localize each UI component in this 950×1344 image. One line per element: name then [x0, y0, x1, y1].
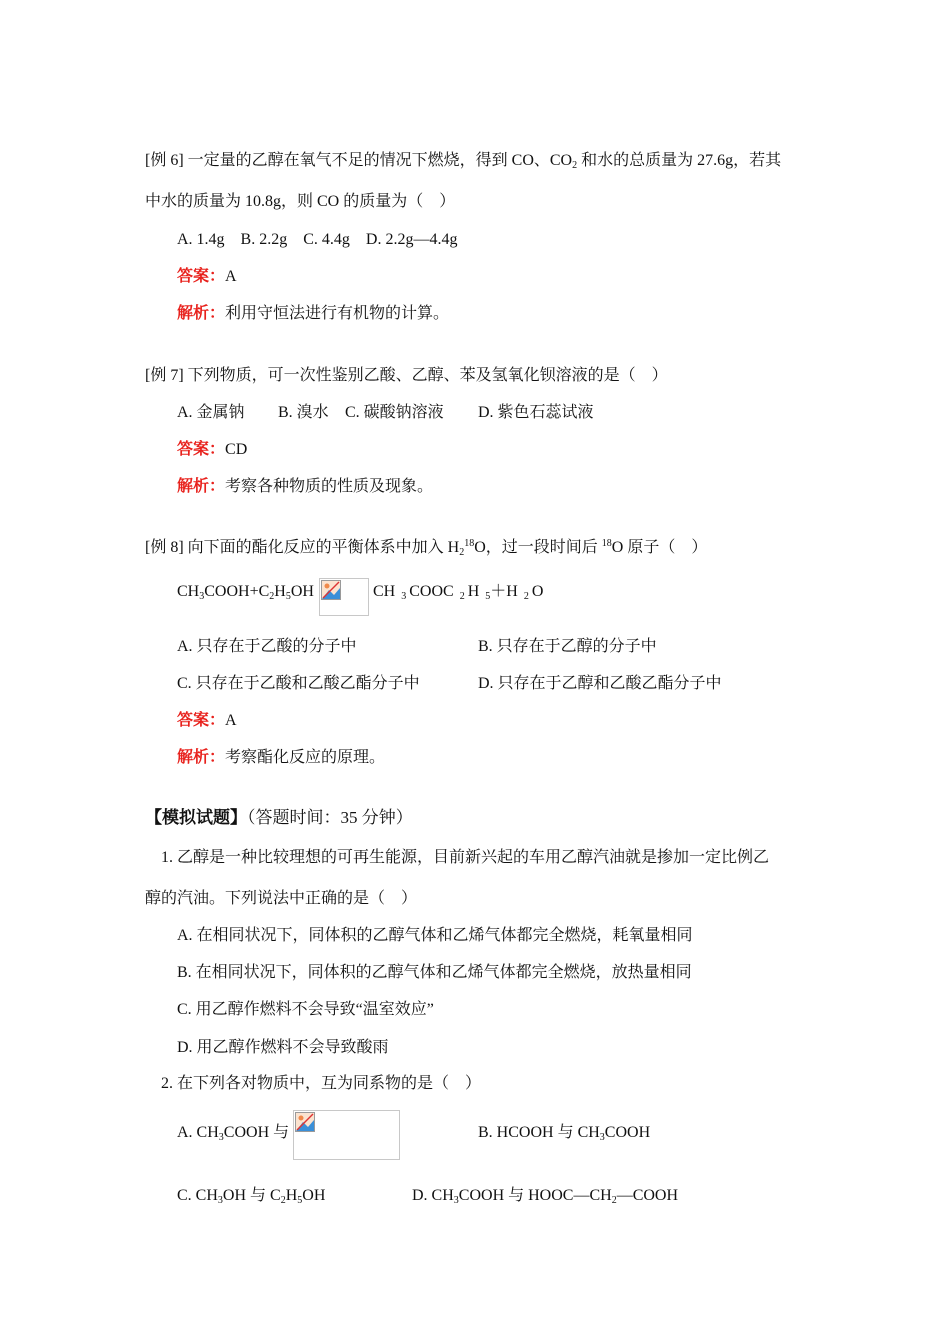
q1-option-c: C. 用乙醇作燃料不会导致“温室效应” [177, 1001, 434, 1018]
ex7-option-b: B. 溴水 [278, 404, 329, 421]
answer-label: 答案： [177, 268, 226, 285]
analysis-label: 解析： [177, 478, 226, 495]
answer-label: 答案： [177, 712, 226, 729]
ex8-analysis: 解析：考察酯化反应的原理。 [177, 749, 386, 766]
q1-option-a: A. 在相同状况下，同体积的乙醇气体和乙烯气体都完全燃烧，耗氧量相同 [177, 927, 693, 944]
q2-line1: 2. 在下列各对物质中，互为同系物的是（ ） [161, 1075, 482, 1092]
ex6-answer: 答案：A [177, 268, 237, 285]
q1-line2: 醇的汽油。下列说法中正确的是（ ） [145, 890, 418, 907]
ex7-option-c: C. 碳酸钠溶液 [345, 404, 444, 421]
q2-option-c: C. $CH_3OH$ 与 $C_2H_5OH$ [177, 1187, 326, 1206]
ex6-question-line1: [例 6] 一定量的乙醇在氧气不足的情况下燃烧，得到 CO、$CO_2$ 和水的总质量为 27.6g，若其 [145, 152, 782, 171]
ex8-option-b: B. 只存在于乙醇的分子中 [478, 638, 657, 655]
ex6-options: A. 1.4g B. 2.2g C. 4.4g D. 2.2g—4.4g [177, 231, 458, 248]
q1-line1: 1. 乙醇是一种比较理想的可再生能源，目前新兴起的车用乙醇汽油就是掺加一定比例乙 [161, 849, 770, 866]
ex8-option-d: D. 只存在于乙醇和乙酸乙酯分子中 [478, 675, 722, 692]
q2-option-d: D. $CH_3COOH$ 与 $HOOC—CH_2—COOH$ [412, 1187, 679, 1206]
ex6-analysis: 解析：利用守恒法进行有机物的计算。 [177, 305, 450, 322]
q2-option-a: A. $CH_3COOH$ 与 [177, 1124, 290, 1143]
ex8-answer: 答案：A [177, 712, 237, 729]
analysis-label: 解析： [177, 749, 226, 766]
ex7-question: [例 7] 下列物质，可一次性鉴别乙酸、乙醇、苯及氢氧化钡溶液的是（ ） [145, 367, 668, 384]
broken-image-icon [321, 580, 341, 600]
q1-option-b: B. 在相同状况下，同体积的乙醇气体和乙烯气体都完全燃烧，放热量相同 [177, 964, 692, 981]
ex8-option-c: C. 只存在于乙酸和乙酸乙酯分子中 [177, 675, 420, 692]
structure-formula-image [293, 1110, 400, 1160]
ex8-question: [例 8] 向下面的酯化反应的平衡体系中加入 $H_2^{18}O$，过一段时间后 $^{18}$O 原子（ ） [145, 538, 708, 558]
ex8-option-a: A. 只存在于乙酸的分子中 [177, 638, 357, 655]
q2-option-b: B. HCOOH 与 $CH_3COOH$ [478, 1124, 651, 1143]
ex8-equation-right: CH $_3$ COOC $_2$ H $_5$＋H $_2$ O [373, 583, 544, 602]
ex6-question-line2: 中水的质量为 10.8g，则 CO 的质量为（ ） [145, 193, 456, 210]
ex8-equation-left: $CH_3COOH+C_2H_5OH$ [177, 583, 314, 602]
ex7-answer: 答案：CD [177, 441, 248, 458]
q1-option-d: D. 用乙醇作燃料不会导致酸雨 [177, 1039, 389, 1056]
ex7-option-a: A. 金属钠 [177, 404, 245, 421]
broken-image-icon [295, 1112, 315, 1132]
sim-heading: 【模拟试题】（答题时间：35 分钟） [145, 808, 413, 827]
analysis-label: 解析： [177, 305, 226, 322]
ex7-analysis: 解析：考察各种物质的性质及现象。 [177, 478, 434, 495]
equilibrium-arrow-image [319, 578, 369, 616]
ex7-option-d: D. 紫色石蕊试液 [478, 404, 594, 421]
answer-label: 答案： [177, 441, 226, 458]
